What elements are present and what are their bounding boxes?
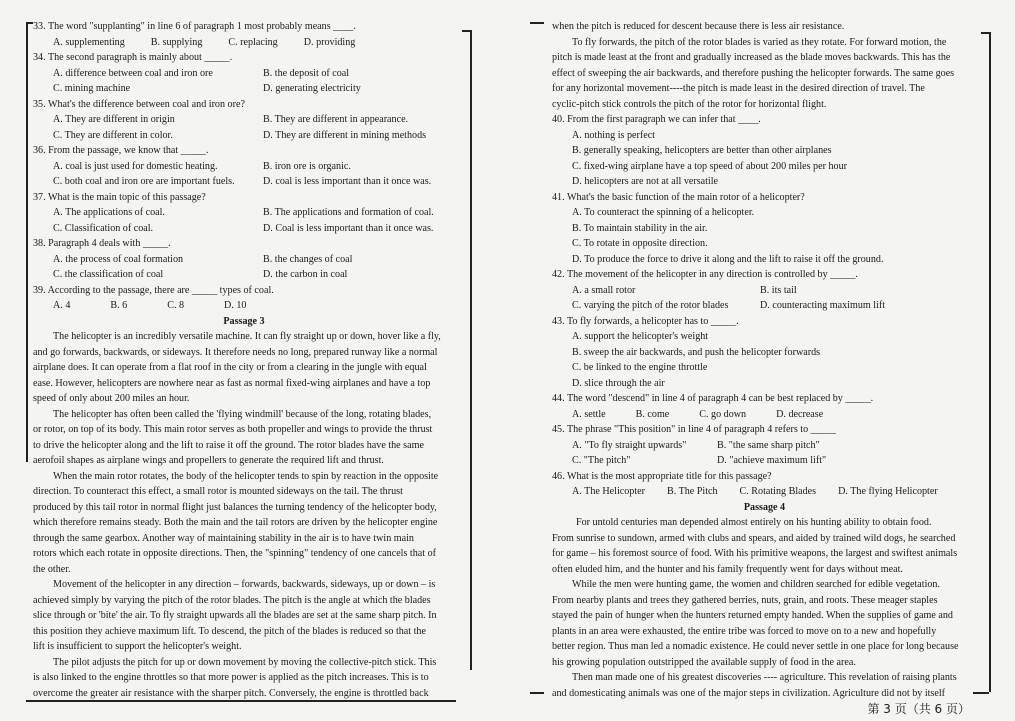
question-46-options [552, 484, 977, 500]
text-line: direction. To counteract this effect, a small rotor is mounted sideways on the tail. The thrust [33, 486, 403, 497]
passage-4-body [552, 515, 977, 701]
option: A. 4 [53, 300, 71, 311]
option: C. mining machine [53, 83, 131, 94]
question-38-options [33, 267, 455, 283]
option: D. decrease [776, 408, 824, 420]
text-line: better region. Thus man led a nomadic existence. He could never settle in one place for long because [552, 641, 959, 652]
question-40-stem: 40. From the first paragraph we can infer that ____. [552, 114, 761, 125]
left-page [0, 0, 507, 721]
question-35-stem: 35. What's the difference between coal and iron ore? [33, 98, 245, 110]
option: B. They are different in appearance. [263, 114, 409, 125]
option: D. coal is less important than it once was. [263, 176, 432, 187]
text-line: plants in an area were exhausted, the entire tribe was forced to move on to a new and hopefully [552, 625, 937, 637]
text-line: produced by this tail rotor in normal flight just balances the turning tendency of the helicopter body, [33, 501, 437, 513]
text-line: To fly forwards, the pitch of the rotor blades is varied as they rotate. For forward motion, the [572, 36, 947, 48]
question-38-stem: 38. Paragraph 4 deals with _____. [33, 238, 171, 249]
text-line: is also linked to the engine throttles so that more power is applied as the pitch increases. This is to [33, 672, 429, 683]
text-line: this position they achieve maximum lift. To descend, the pitch of the blades is reduced so that the [33, 625, 426, 637]
option: A. coal is just used for domestic heating. [53, 160, 218, 172]
option: B. generally speaking, helicopters are better than other airplanes [572, 145, 832, 156]
question-44-options [552, 407, 977, 423]
text-line: through the same gearbox. Another way of maintaining stability in the air is to have twin main [33, 532, 414, 544]
text-line: slice through or 'bite' the air. To fly straight upwards all the blades are set at the same sharp pitch. In [33, 610, 437, 621]
option: C. fixed-wing airplane have a top speed of about 200 miles per hour [572, 160, 847, 172]
text-line: which therefore remains steady. Both the main and the tail rotors are driven by the helicopter engine [33, 517, 438, 528]
right-page [508, 0, 1015, 721]
text-line: effect of sweeping the air backwards, and therefore pushing the helicopter forwards. The same goes [552, 67, 955, 79]
passage-3-body [33, 329, 455, 701]
option: D. providing [303, 36, 356, 48]
text-line: From nearby plants and trees they gathered berries, nuts, grain, and roots. These meager staples [552, 594, 938, 606]
left-bracket-line [26, 22, 28, 462]
question-39-stem: 39. According to the passage, there are _____ types of coal. [33, 284, 274, 296]
left-bracket-right-line [470, 30, 472, 670]
question-46-stem: 46. What is the most appropriate title for this passage? [552, 470, 772, 482]
question-36-stem: 36. From the passage, we know that _____. [33, 145, 209, 156]
question-43-stem: 43. To fly forwards, a helicopter has to _____. [552, 315, 739, 327]
option: B. the changes of coal [263, 253, 353, 265]
option: D. The flying Helicopter [838, 486, 938, 497]
question-45-stem: 45. The phrase "This position" in line 4 of paragraph 4 refers to _____ [552, 424, 836, 435]
option: D. Coal is less important than it once was. [263, 222, 434, 234]
text-line: and go forwards, backwards, or sideways. It therefore needs no long, prepared runway like a normal [33, 346, 438, 358]
text-line: While the men were hunting game, the women and children searched for edible vegetation. [572, 579, 941, 590]
right-bracket-top [530, 22, 544, 24]
text-line: Movement of the helicopter in any direction – forwards, backwards, sideways, up or down – is [53, 579, 436, 590]
option: D. counteracting maximum lift [760, 300, 886, 311]
question-33-options [33, 35, 455, 51]
text-line: achieved simply by varying the pitch of the rotor blades. The pitch is the angle at which the blades [33, 594, 431, 606]
question-44-stem: 44. The word "descend" in line 4 of paragraph 4 can be best replaced by _____. [552, 393, 874, 404]
option: B. iron ore is organic. [263, 160, 351, 172]
text-line: his growing population outstripped the available supply of food in the area. [552, 656, 856, 668]
option: C. Rotating Blades [739, 486, 817, 497]
question-37-options [33, 205, 455, 221]
text-line: lift is insufficient to support the helicopter's weight. [33, 641, 242, 652]
option: C. be linked to the engine throttle [572, 362, 708, 373]
option: A. support the helicopter's weight [572, 331, 709, 342]
option: A. The Helicopter [572, 486, 645, 497]
right-bracket-right-top [981, 32, 989, 34]
question-45-options [552, 453, 977, 469]
option: A. "To fly straight upwards" [572, 439, 687, 451]
text-line: For untold centuries man depended almost entirely on his hunting ability to obtain food. [576, 517, 932, 528]
option: C. both coal and iron ore are important fuels. [53, 176, 235, 187]
right-column [552, 19, 977, 701]
text-line: The pilot adjusts the pitch for up or down movement by moving the collective-pitch stick. This [53, 656, 437, 668]
question-42-stem: 42. The movement of the helicopter in any direction is controlled by _____. [552, 269, 858, 280]
option: C. 8 [167, 300, 185, 311]
text-line: rotors which each rotate in opposite directions. Then, the "spinning" tendency of one cancels that of [33, 548, 436, 559]
text-line: airplane does. It can operate from a flat roof in the city or from a clearing in the jungle with equal [33, 362, 427, 373]
option: D. To produce the force to drive it along and the lift to raise it off the ground. [572, 253, 884, 265]
passage-3-title: Passage 3 [223, 315, 265, 327]
option: D. "achieve maximum lift" [717, 455, 827, 466]
option: A. supplementing [53, 36, 125, 48]
option: A. They are different in origin [53, 114, 175, 125]
option: A. a small rotor [572, 284, 636, 296]
option: B. 6 [110, 300, 128, 311]
right-bracket-bottom [530, 692, 544, 694]
option: C. Classification of coal. [53, 222, 154, 234]
option: A. the process of coal formation [53, 253, 184, 265]
text-line: when the pitch is reduced for descent because there is less air resistance. [552, 21, 845, 32]
question-36-options [33, 159, 455, 175]
text-line: the other. [33, 563, 71, 575]
text-line: overcome the greater air resistance with the sharper pitch. Conversely, the engine is throttled back [33, 687, 429, 699]
option: B. supplying [150, 36, 203, 48]
option: D. slice through the air [572, 377, 665, 389]
option: D. generating electricity [263, 83, 361, 94]
option: C. varying the pitch of the rotor blades [572, 300, 729, 311]
option: B. the deposit of coal [263, 67, 350, 79]
option: C. "The pitch" [572, 455, 631, 466]
option: A. difference between coal and iron ore [53, 67, 213, 79]
question-35-options [33, 128, 455, 144]
option: B. The applications and formation of coal. [263, 207, 434, 218]
text-line: to drive the helicopter along and the lift to raise it off the ground. The rotor blades have the same [33, 439, 424, 451]
option: B. "the same sharp pitch" [717, 439, 820, 451]
text-line: aerofoil shapes as airplane wings and propellers to generate the required lift and thrust. [33, 455, 384, 466]
option: B. The Pitch [666, 486, 718, 497]
text-line: cyclic-pitch stick controls the pitch of the rotor for horizontal flight. [552, 98, 827, 110]
question-37-options [33, 221, 455, 237]
text-line: When the main rotor rotates, the body of the helicopter tends to spin by reaction in the opposite [53, 470, 439, 482]
left-column [33, 19, 455, 701]
question-41-stem: 41. What's the basic function of the main rotor of a helicopter? [552, 191, 805, 203]
option: D. helicopters are not at all versatile [572, 176, 719, 187]
text-line: pitch is made least at the front and gradually increased as the blade moves backwards. This has the [552, 52, 951, 63]
text-line: stayed the pain of hunger when the hunters returned empty handed. When the supplies of game and [552, 610, 953, 621]
option: D. the carbon in coal [263, 269, 348, 280]
option: B. its tail [760, 284, 797, 296]
question-38-options [33, 252, 455, 268]
question-42-options [552, 298, 977, 314]
text-line: or rotor, on top of its body. This main rotor serves as both propeller and wings to provide the thrust [33, 424, 433, 435]
question-39-options [33, 298, 455, 314]
question-35-options [33, 112, 455, 128]
option: C. the classification of coal [53, 269, 164, 280]
option: A. settle [572, 408, 606, 420]
option: A. nothing is perfect [572, 129, 655, 141]
question-34-stem: 34. The second paragraph is mainly about _____. [33, 52, 233, 63]
option: D. 10 [224, 300, 247, 311]
option: C. replacing [228, 36, 278, 48]
passage-4-title: Passage 4 [743, 501, 786, 513]
text-line: ease. However, helicopters are nowhere near as fast as normal fixed-wing airplanes and have a top [33, 377, 431, 389]
option: B. come [635, 408, 670, 420]
text-line: The helicopter has often been called the 'flying windmill' because of the long, rotating blades, [53, 408, 432, 420]
option: D. They are different in mining methods [263, 129, 427, 141]
option: B. sweep the air backwards, and push the helicopter forwards [572, 346, 821, 358]
text-line: often eluded him, and the hunter and his family frequently went for days without meat. [552, 563, 903, 575]
text-line: for game – his foremost source of food. With his primitive weapons, the largest and swiftest animals [552, 548, 958, 559]
option: A. To counteract the spinning of a helicopter. [572, 207, 755, 218]
text-line: for any horizontal movement----the pitch is made least in the desired direction of travel. The [552, 83, 925, 94]
question-36-options [33, 174, 455, 190]
right-bracket-right-line [989, 32, 991, 692]
option: C. go down [699, 408, 747, 420]
text-line: and domesticating animals was one of the major steps in civilization. Agriculture did not by itself [552, 687, 946, 699]
text-line: From sunrise to sundown, armed with clubs and spears, and aided by trained wild dogs, he searched [552, 532, 956, 544]
text-line: speed of only about 200 miles an hour. [33, 393, 190, 404]
page-number: 第 3 页（共 6 页） [867, 702, 970, 716]
text-line: Then man made one of his greatest discoveries ---- agriculture. This revelation of raising plants [572, 672, 957, 683]
left-bracket-right-top [462, 30, 470, 32]
text-line: The helicopter is an incredibly versatile machine. It can fly straight up or down, hover like a fly, [53, 331, 441, 342]
question-34-options [33, 81, 455, 97]
question-45-options [552, 438, 977, 454]
question-33-stem: 33. The word "supplanting" in line 6 of paragraph 1 most probably means ____. [33, 21, 356, 32]
question-37-stem: 37. What is the main topic of this passage? [33, 191, 206, 203]
option: C. To rotate in opposite direction. [572, 238, 708, 249]
option: B. To maintain stability in the air. [572, 222, 708, 234]
option: A. The applications of coal. [53, 207, 165, 218]
option: C. They are different in color. [53, 129, 173, 141]
question-42-options [552, 283, 977, 299]
question-34-options [33, 66, 455, 82]
